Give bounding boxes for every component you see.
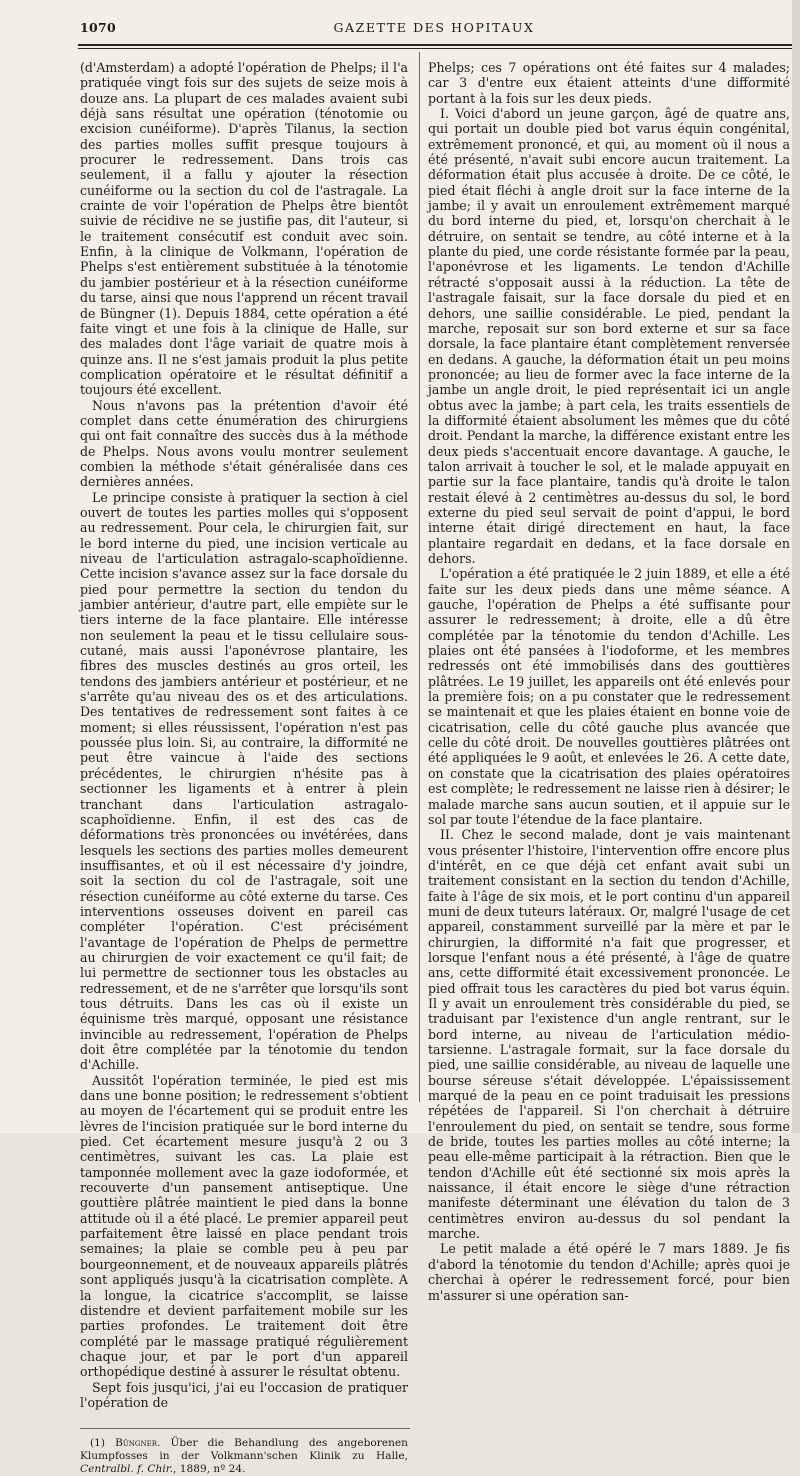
footnote (80, 1437, 408, 1476)
right-paragraph-3: L'opération a été pratiquée le 2 juin 1889, et elle a été faite sur les deux pieds dans une même séance. A gauche, l'opération de Phelps a été suffisante pour assurer le redressement; à droite, elle a dû être complétée par la ténotomie du tendon d'Achille. Les plaies ont été pansées à l'iodoforme, et les membres redressés ont été immobilisés dans des gouttières plâtrées. Le 19 juillet, les appareils ont été enlevés pour la première fois; on a pu constater que le redressement se maintenait et que les plaies étaient en bonne voie de cicatrisation, celle du côté gauche plus avancée que celle du côté droit. De nouvelles gouttières plâtrées ont été appliquées le 9 août, et enlevées le 26. A cette date, on constate que la cicatrisation des plaies opératoires est complète; le redressement ne laisse rien à désirer; le malade marche sans aucun soutien, et il appuie sur le sol par toute l'étendue de la face plantaire. (428, 566, 790, 827)
left-paragraph-4: Aussitôt l'opération terminée, le pied est mis dans une bonne position; le redressement s'obtient au moyen de l'écartement qui se produit entre les lèvres de l'incision pratiquée sur le bord interne du pied. Cet écartement mesure jusqu'à 2 ou 3 centimètres, suivant les cas. La plaie est tamponnée mollement avec la gaze iodoformée, et recouverte d'un pansement antiseptique. Une gouttière plâtrée maintient le pied dans la bonne attitude où il a été placé. Le premier appareil peut parfaitement être laissé en place pendant trois semaines; la plaie se comble peu à peu par bourgeonnement, et de nouveaux appareils plâtrés sont appliqués jusqu'à la cicatrisation complète. A la longue, la cicatrice s'accomplit, se laisse distendre et devient parfaitement mobile sur les parties profondes. Le traitement doit être complété par le massage pratiqué régulièrement chaque jour, et par le port d'un appareil orthopédique destiné à assurer le résultat obtenu. (80, 1072, 408, 1380)
footnote-journal: Centralbl. f. Chir. (80, 1463, 173, 1476)
left-paragraph-2: Nous n'avons pas la prétention d'avoir été complet dans cette énumération des chirurgiens qui ont fait connaître des succès dus à la méthode de Phelps. Nous avons voulu montrer seulement combien la méthode s'était généralisée dans ces dernières années. (80, 397, 408, 490)
left-paragraph-1: (d'Amsterdam) a adopté l'opération de Phelps; il l'a pratiquée vingt fois sur des sujets de seize mois à douze ans. La plupart de ces malades avaient subi déjà sans résultat une opération (ténotomie ou excision cunéiforme). D'après Tilanus, la section des parties molles suffit presque toujours à procurer le redressement. Dans trois cas seulement, il a fallu y ajouter la résection cunéiforme ou la section du col de l'astragale. La crainte de voir l'opération de Phelps être bientôt suivie de récidive ne se justifie pas, dit l'auteur, si le traitement consécutif est conduit avec soin. Enfin, à la clinique de Volkmann, l'opération de Phelps s'est entièrement substituée à la ténotomie du jambier postérieur et à la résection cunéiforme du tarse, ainsi que nous l'apprend un récent travail de Büngner (1). Depuis 1884, cette opération a été faite vingt et une fois à la clinique de Halle, sur des malades dont l'âge variait de quatre mois à quinze ans. Il ne s'est jamais produit la plus petite complication opératoire et le résultat définitif a toujours été excellent. (80, 60, 408, 398)
column-divider (419, 52, 420, 1102)
footnote-author: Büngner. (115, 1437, 161, 1450)
page-edge-shadow (792, 0, 800, 1133)
left-column (80, 60, 408, 1476)
page-number: 1070 (80, 20, 116, 35)
header-rule-thin (78, 48, 800, 49)
left-paragraph-5: Sept fois jusqu'ici, j'ai eu l'occasion de pratiquer l'opération de (80, 1379, 408, 1410)
right-column (428, 60, 790, 1303)
journal-title: GAZETTE DES HOPITAUX (333, 20, 535, 35)
header-rule-thick (78, 44, 800, 46)
footnote-citation: , 1889, nº 24. (173, 1463, 246, 1476)
footnote-text: Über die Behandlung des angeborenen Klumpfosses in der Volkmann'schen Klinik zu Halle, (80, 1437, 408, 1463)
footnote-marker: (1) (90, 1437, 106, 1450)
footnote-separator (80, 1428, 410, 1429)
right-paragraph-1: Phelps; ces 7 opérations ont été faites sur 4 malades; car 3 d'entre eux étaient atteints d'une difformité portant à la fois sur les deux pieds. (428, 60, 790, 106)
right-paragraph-4: II. Chez le second malade, dont je vais maintenant vous présenter l'histoire, l'intervention offre encore plus d'intérêt, en ce que déjà cet enfant avait subi un traitement consistant en la section du tendon d'Achille, faite à l'âge de six mois, et le port continu d'un appareil muni de deux tuteurs latéraux. Or, malgré l'usage de cet appareil, constamment surveillé par la mère et par le chirurgien, la difformité n'a fait que progresser, et lorsque l'enfant nous a été présenté, à l'âge de quatre ans, cette difformité était excessivement prononcée. Le pied offrait tous les caractères du pied bot varus équin. Il y avait un enroulement très considérable du pied, se traduisant par l'existence d'un angle rentrant, sur le bord interne, au niveau de l'articulation médio-tarsienne. L'astragale formait, sur la face dorsale du pied, une saillie considérable, au niveau de laquelle une bourse séreuse s'était développée. L'épaississement marqué de la peau en ce point traduisait les pressions répétées de l'appareil. Si l'on cherchait à détruire l'enroulement du pied, on sentait se tendre, sous forme de bride, toutes les parties molles au côté interne; la peau elle-même participait à la rétraction. Bien que le tendon d'Achille eût été sectionné six mois après la naissance, il était encore le siège d'une rétraction manifeste déterminant une élévation du talon de 3 centimètres environ au-dessus du sol pendant la marche. (428, 827, 790, 1242)
right-paragraph-5: Le petit malade a été opéré le 7 mars 1889. Je fis d'abord la ténotomie du tendon d'Achille; après quoi je cherchai à opérer le redressement forcé, pour bien m'assurer si une opération san- (428, 1241, 790, 1303)
left-paragraph-3: Le principe consiste à pratiquer la section à ciel ouvert de toutes les parties molles qui s'opposent au redressement. Pour cela, le chirurgien fait, sur le bord interne du pied, une incision verticale au niveau de l'articulation astragalo-scaphoïdienne. Cette incision s'avance assez sur la face dorsale du pied pour permettre la section du tendon du jambier antérieur, d'autre part, elle empiète sur le tiers interne de la face plantaire. Elle intéresse non seulement la peau et le tissu cellulaire sous-cutané, mais aussi l'aponévrose plantaire, les fibres des muscles destinés au gros orteil, les tendons des jambiers antérieur et postérieur, et ne s'arrête qu'au niveau des os et des articulations. Des tentatives de redressement sont faites à ce moment; si elles réussissent, l'opération n'est pas poussée plus loin. Si, au contraire, la difformité ne peut être vaincue à l'aide des sections précédentes, le chirurgien n'hésite pas à sectionner les ligaments et à entrer à plein tranchant dans l'articulation astragalo-scaphoïdienne. Enfin, il est des cas de déformations très prononcées ou invétérées, dans lesquels les sections des parties molles demeurent insuffisantes, et où il est nécessaire d'y joindre, soit la section du col de l'astragale, soit une résection cunéiforme au côté externe du tarse. Ces interventions osseuses doivent en pareil cas compléter l'opération. C'est précisément l'avantage de l'opération de Phelps de permettre au chirurgien de voir exactement ce qu'il fait; de lui permettre de sectionner tous les obstacles au redressement, et de ne s'arrêter que lorsqu'ils sont tous détruits. Dans les cas où il existe un équinisme très marqué, opposant une résistance invincible au redressement, l'opération de Phelps doit être complétée par la ténotomie du tendon d'Achille. (80, 489, 408, 1073)
right-paragraph-2: I. Voici d'abord un jeune garçon, âgé de quatre ans, qui portait un double pied bot varus équin congénital, extrêmement prononcé, et qui, au moment où il nous a été présenté, n'avait subi encore aucun traitement. La déformation était plus accusée à droite. De ce côté, le pied était fléchi à angle droit sur la face interne de la jambe; il y avait un enroulement extrêmement marqué du bord interne du pied, et, lorsqu'on cherchait à le détruire, on sentait se tendre, au côté interne et à la plante du pied, une corde résistante formée par la peau, l'aponévrose et les ligaments. Le tendon d'Achille rétracté s'opposait aussi à la réduction. La tête de l'astragale faisait, sur la face dorsale du pied et en dehors, une saillie considérable. Le pied, pendant la marche, reposait sur son bord externe et sur sa face dorsale, la face plantaire étant complètement renversée en dedans. A gauche, la déformation était un peu moins prononcée; au lieu de former avec la face interne de la jambe un angle droit, le pied représentait ici un angle obtus avec la jambe; à part cela, les traits essentiels de la difformité étaient absolument les mêmes que du côté droit. Pendant la marche, la différence existant entre les deux pieds s'accentuait encore davantage. A gauche, le talon arrivait à toucher le sol, et le malade appuyait en partie sur la face plantaire, tandis qu'à droite le talon restait élevé à 2 centimètres au-dessus du sol, le bord externe du pied seul servait de point d'appui, le bord interne était dirigé directement en haut, la face plantaire regardait en dedans, et la face dorsale en dehors. (428, 106, 790, 566)
page-header (78, 16, 800, 40)
